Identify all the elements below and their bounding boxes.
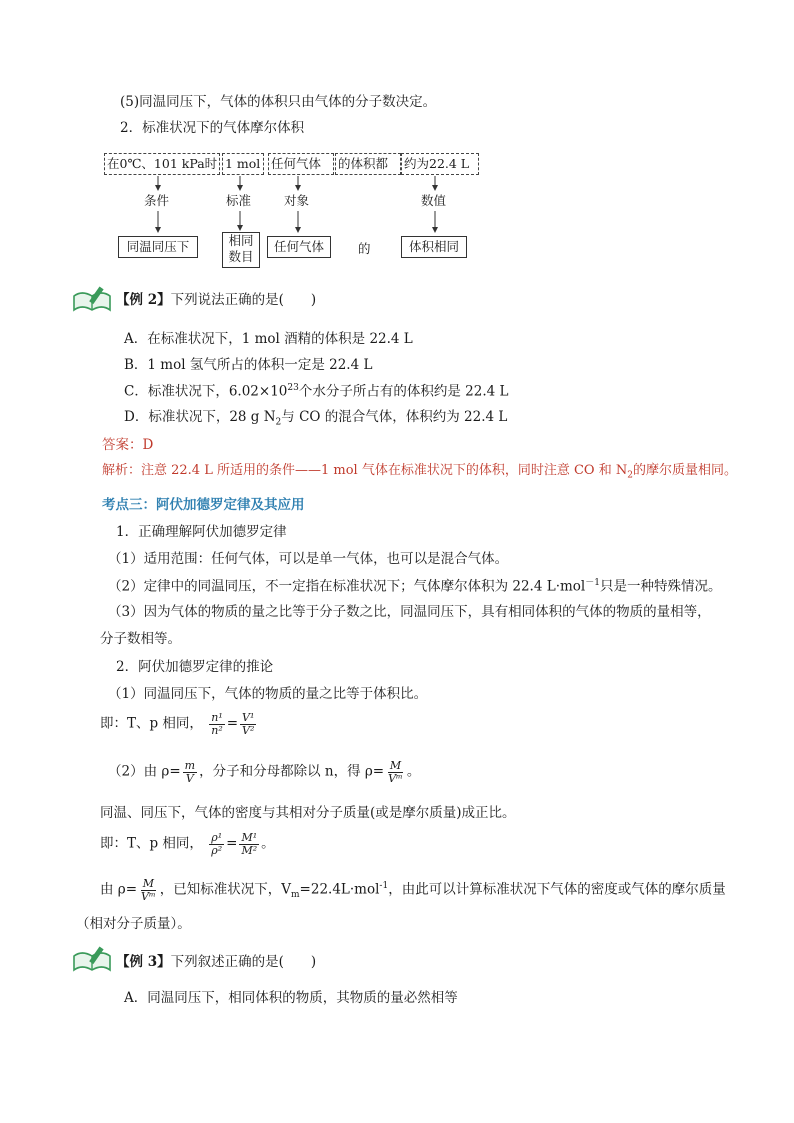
analysis-sub: 2	[627, 470, 633, 481]
example-2-option-d	[124, 409, 507, 428]
frac-m: m	[184, 759, 196, 772]
section-3-point-2c: 同温、同压下，气体的密度与其相对分子质量(或是摩尔质量)成正比。	[100, 805, 516, 821]
frac-n1: n¹	[211, 711, 223, 724]
analysis-post: 的摩尔质量相同。	[632, 463, 737, 478]
frac-n2: n²	[211, 723, 223, 737]
box-same-number	[222, 232, 260, 268]
box-same-number-line2: 数目	[228, 249, 254, 264]
section-3-point-1c: （3）因为气体的物质的量之比等于分子数之比，同温同压下，具有相同体积的气体的物质的量相等，	[108, 604, 711, 620]
section-3-point-2d	[100, 878, 726, 902]
frac-v: V	[185, 771, 194, 785]
label-value: 数值	[421, 193, 447, 208]
example-3-tag: 【例 3】	[116, 954, 171, 970]
frac-v1: V¹	[242, 711, 255, 724]
option-c-pre: C．标准状况下，6.02×10	[124, 383, 288, 400]
example-2-question: 下列说法正确的是( )	[170, 292, 317, 308]
analysis-pre: 解析：注意 22.4 L 所适用的条件——1 mol 气体在标准状况下的体积，同时注意 CO 和 N	[102, 463, 628, 478]
p1b-sup: －1	[585, 578, 600, 588]
fraction-M-Vm	[386, 760, 405, 784]
frac-v2: V²	[242, 723, 255, 737]
box-same-conditions: 同温同压下	[118, 236, 198, 258]
example-3-header	[116, 954, 316, 970]
p2d-pre: 由 ρ=	[100, 881, 138, 898]
frac-Vm: Vᵐ	[388, 771, 403, 785]
frac-rho1: ρ¹	[211, 831, 223, 844]
option-c-sup: 23	[287, 383, 299, 393]
example-2-tag: 【例 2】	[116, 292, 171, 308]
section-3-point-1a: （1）适用范围：任何气体，可以是单一气体，也可以是混合气体。	[108, 551, 509, 567]
p2d-post: ，由此可以计算标准状况下气体的密度或气体的摩尔质量	[388, 881, 726, 898]
section-3-point-1: 1．正确理解阿伏加德罗定律	[116, 524, 287, 540]
example-2-option-c	[124, 383, 508, 400]
eq2-end: 。	[406, 763, 421, 780]
diagram-box-value: 约为22.4 L	[401, 153, 479, 175]
equation-rho-m: 即：T、p 相同， $\frac{\text{ρ¹}}{\text{ρ²}}$ = $\frac{\text{M¹}}{\text{M²}}$ 。	[100, 831, 275, 857]
fraction-rho	[209, 832, 224, 856]
section-2-heading: 2．标准状况下的气体摩尔体积	[120, 120, 305, 136]
section-3-point-1c-cont: 分子数相等。	[100, 631, 181, 647]
example-2-option-b: B．1 mol 氢气所占的体积一定是 22.4 L	[124, 357, 373, 373]
option-d-pre: D．标准状况下，28 g N	[124, 409, 276, 425]
eq2-mid: ，分子和分母都除以 n，得 ρ=	[199, 763, 385, 780]
label-condition: 条件	[144, 193, 170, 208]
section-3-point-1b	[108, 578, 721, 595]
p1b-pre: （2）定律中的同温同压，不一定指在标准状况下；气体摩尔体积为 22.4 L·mol	[108, 578, 586, 595]
eq2-pre: （2）由 ρ=	[108, 763, 181, 780]
fraction-m-v	[183, 760, 197, 784]
section-3-point-2a: （1）同温同压下，气体的物质的量之比等于体积比。	[108, 686, 428, 702]
statement-5: (5)同温同压下，气体的体积只由气体的分子数决定。	[120, 94, 437, 110]
frac-M2: M²	[241, 843, 258, 857]
book-pencil-icon-2	[72, 944, 112, 974]
equation-density	[108, 760, 420, 784]
diagram-box-standard: 1 mol	[222, 153, 264, 175]
diagram-box-object: 任何气体	[268, 153, 334, 175]
eq1-pre: 即：T、p 相同，	[100, 715, 203, 732]
example-2-answer: 答案：D	[102, 437, 154, 453]
frac-M-b: M	[142, 877, 155, 890]
fraction-n	[209, 712, 225, 736]
p2d-mid: ，已知标准状况下，V	[159, 881, 291, 898]
frac-Vm-b: Vᵐ	[141, 889, 156, 903]
option-d-post: 与 CO 的混合气体，体积约为 22.4 L	[281, 409, 508, 425]
fraction-M-Vm-2	[139, 878, 158, 902]
fraction-M	[239, 832, 259, 856]
example-2-header	[116, 292, 316, 308]
option-d-sub: 2	[275, 417, 282, 428]
section-3-title: 考点三：阿伏加德罗定律及其应用	[102, 497, 305, 513]
frac-rho2: ρ²	[211, 843, 223, 857]
eq3-end: 。	[261, 835, 275, 852]
frac-M1: M¹	[241, 831, 258, 844]
section-3-point-2d-cont: （相对分子质量）。	[76, 916, 191, 932]
box-any-gas: 任何气体	[267, 236, 331, 258]
example-3-question: 下列叙述正确的是( )	[170, 954, 317, 970]
label-object: 对象	[284, 193, 310, 208]
section-3-point-2: 2．阿伏加德罗定律的推论	[116, 659, 274, 675]
fraction-v	[240, 712, 256, 736]
label-de: 的	[358, 241, 371, 256]
frac-M: M	[389, 759, 402, 772]
example-2-option-a: A．在标准状况下，1 mol 酒精的体积是 22.4 L	[124, 331, 413, 347]
equation-n-v: 即：T、p 相同， $\frac{\text{n¹}}{\text{n²}}$ = $\frac{\text{V¹}}{\text{V²}}$	[100, 711, 255, 737]
p2d-sub: m	[291, 890, 300, 901]
p2d-val: =22.4L·mol	[299, 881, 380, 898]
example-3-option-a: A．同温同压下，相同体积的物质，其物质的量必然相等	[124, 990, 458, 1006]
eq3-pre: 即：T、p 相同，	[100, 835, 203, 852]
label-standard: 标准	[226, 193, 252, 208]
p2d-sup: -1	[379, 881, 389, 892]
option-c-post: 个水分子所占有的体积约是 22.4 L	[298, 383, 509, 400]
p1b-post: 只是一种特殊情况。	[599, 578, 722, 595]
diagram-box-condition: 在0℃、101 kPa时	[104, 153, 220, 175]
diagram-box-volume: 的体积都	[335, 153, 401, 175]
example-2-analysis	[102, 463, 737, 481]
book-pencil-icon	[72, 284, 112, 314]
box-same-volume: 体积相同	[401, 236, 467, 258]
box-same-number-line1: 相同	[228, 233, 254, 248]
